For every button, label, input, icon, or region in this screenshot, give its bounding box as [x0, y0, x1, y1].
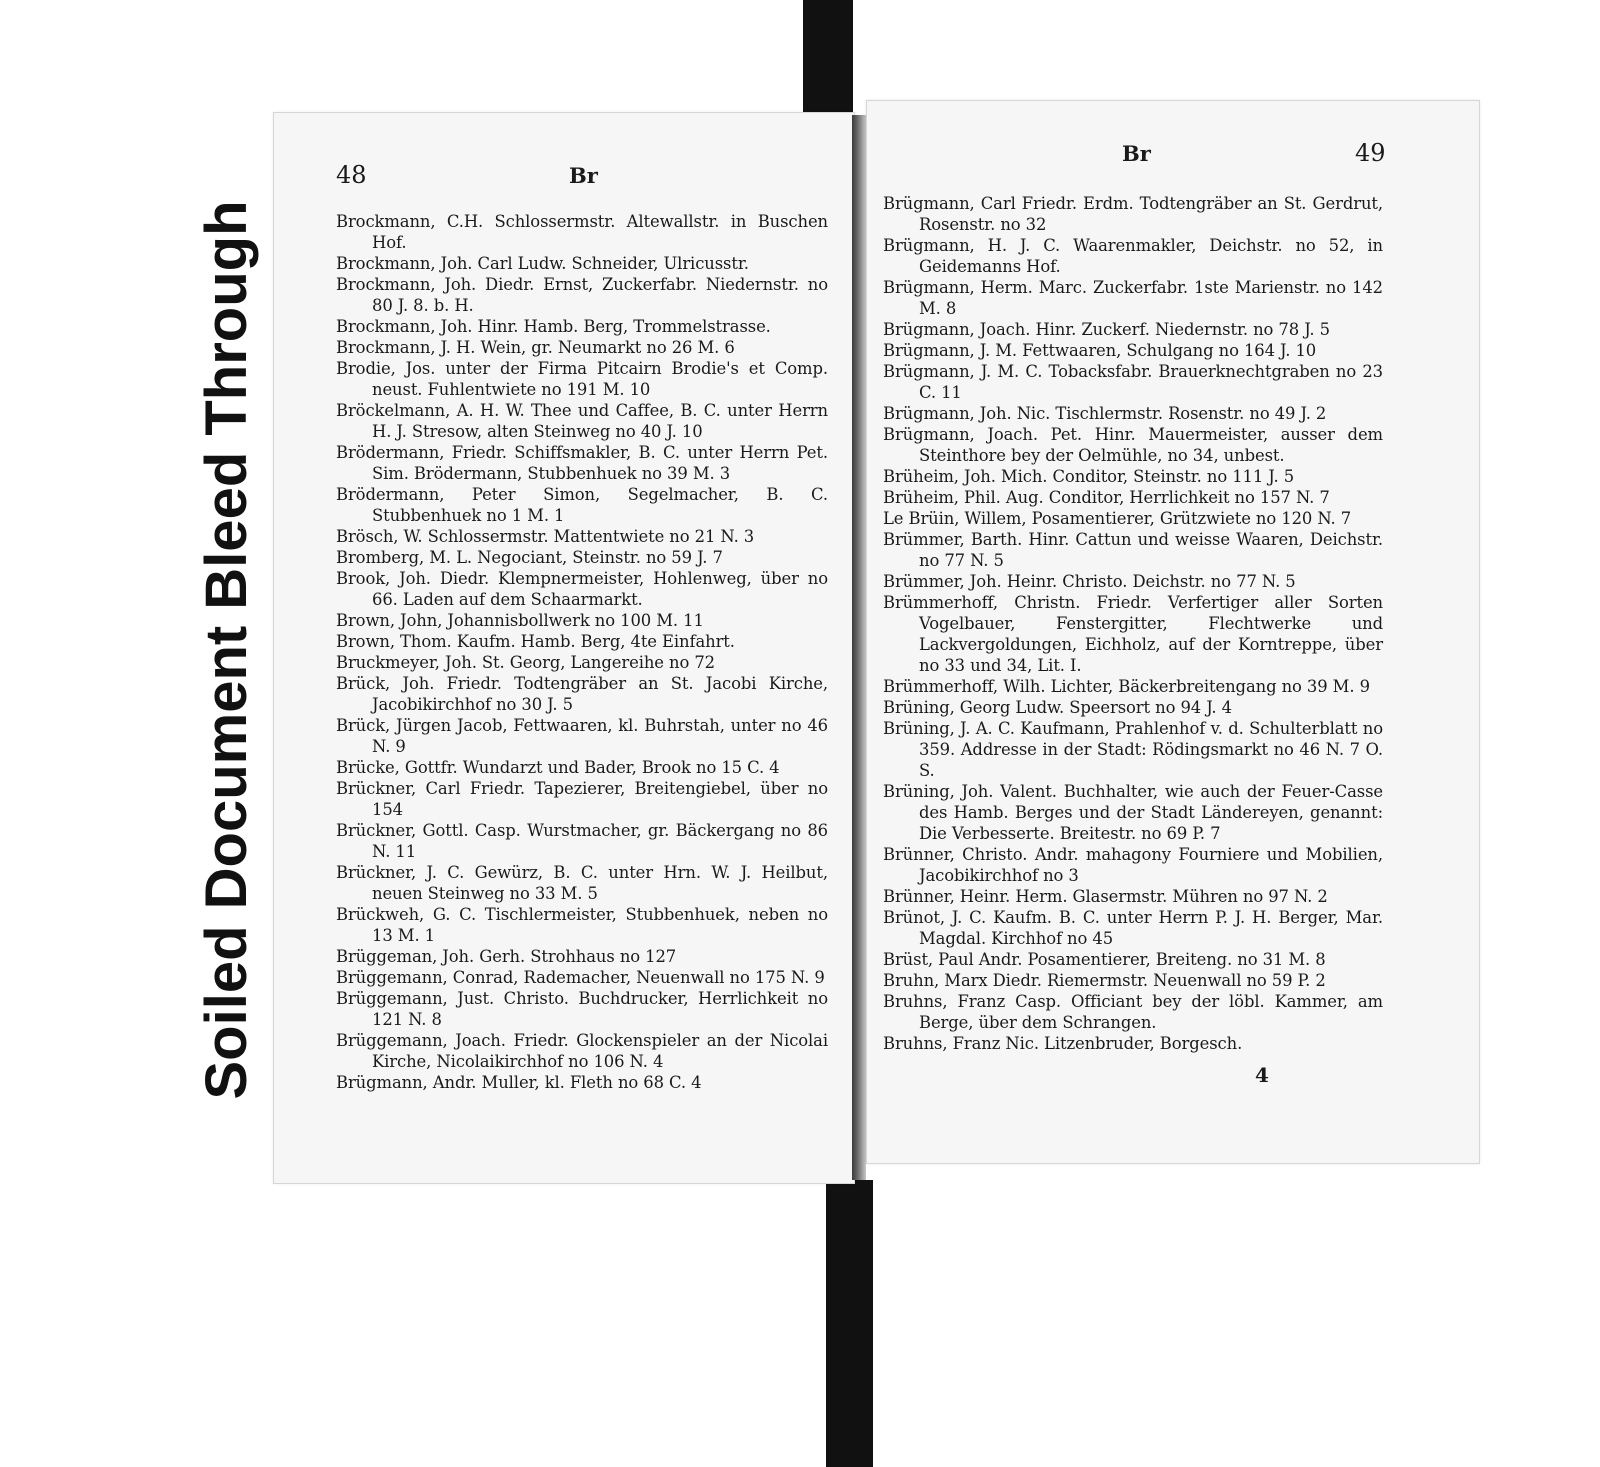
right-page-header — [867, 101, 1479, 167]
directory-entry: Brünner, Heinr. Herm. Glasermstr. Mühren no 97 N. 2 — [883, 887, 1328, 906]
directory-entry: Brüning, Joh. Valent. Buchhalter, wie auch der Feuer-Casse des Hamb. Berges und der Stadt Ländereyen, genannt: Die Verbesserte. Breitestr. no 69 P. 7 — [883, 782, 1383, 843]
directory-entry: Brockmann, J. H. Wein, gr. Neumarkt no 26 M. 6 — [336, 338, 735, 357]
directory-entry: Brockmann, Joh. Carl Ludw. Schneider, Ulricusstr. — [336, 254, 749, 273]
directory-entry: Brünner, Christo. Andr. mahagony Fourniere und Mobilien, Jacobikirchhof no 3 — [883, 845, 1383, 885]
directory-entry: Brüst, Paul Andr. Posamentierer, Breiteng. no 31 M. 8 — [883, 950, 1326, 969]
directory-entry: Brümmer, Barth. Hinr. Cattun und weisse Waaren, Deichstr. no 77 N. 5 — [883, 530, 1383, 570]
directory-entry: Brückner, Carl Friedr. Tapezierer, Breitengiebel, über no 154 — [336, 779, 828, 819]
directory-entry: Bruhns, Franz Casp. Officiant bey der löbl. Kammer, am Berge, über dem Schrangen. — [883, 992, 1383, 1032]
directory-entry: Brown, John, Johannisbollwerk no 100 M. 11 — [336, 611, 704, 630]
directory-entry: Bruhns, Franz Nic. Litzenbruder, Borgesch. — [883, 1034, 1243, 1053]
left-page — [273, 112, 855, 1184]
directory-entry: Brümmerhoff, Wilh. Lichter, Bäckerbreitengang no 39 M. 9 — [883, 677, 1370, 696]
directory-entry: Bruckmeyer, Joh. St. Georg, Langereihe no 72 — [336, 653, 716, 672]
directory-entry: Brügmann, Joach. Hinr. Zuckerf. Niedernstr. no 78 J. 5 — [883, 320, 1330, 339]
directory-entry: Brücke, Gottfr. Wundarzt und Bader, Brook no 15 C. 4 — [336, 758, 780, 777]
directory-entry: Brügmann, J. M. C. Tobacksfabr. Brauerknechtgraben no 23 C. 11 — [883, 362, 1383, 402]
directory-entry: Brösch, W. Schlossermstr. Mattentwiete no 21 N. 3 — [336, 527, 755, 546]
directory-entry: Brügmann, Carl Friedr. Erdm. Todtengräber an St. Gerdrut, Rosenstr. no 32 — [883, 194, 1383, 234]
directory-entry: Brünot, J. C. Kaufm. B. C. unter Herrn P. J. H. Berger, Mar. Magdal. Kirchhof no 45 — [883, 908, 1383, 948]
directory-entry: Bromberg, M. L. Negociant, Steinstr. no 59 J. 7 — [336, 548, 723, 567]
directory-entry: Brümmerhoff, Christn. Friedr. Verfertiger aller Sorten Vogelbauer, Fenstergitter, Flechtwerke und Lackvergoldungen, Eichholz, auf der Korntreppe, über no 33 und 34, Lit. I. — [883, 593, 1383, 675]
right-page-number: 49 — [1355, 139, 1386, 167]
directory-entry: Brückner, J. C. Gewürz, B. C. unter Hrn. W. J. Heilbut, neuen Steinweg no 33 M. 5 — [336, 863, 828, 903]
directory-entry: Brügmann, Joach. Pet. Hinr. Mauermeister, ausser dem Steinthore bey der Oelmühle, no 34, unbest. — [883, 425, 1383, 465]
directory-entry: Brook, Joh. Diedr. Klempnermeister, Hohlenweg, über no 66. Laden auf dem Schaarmarkt. — [336, 569, 828, 609]
directory-entry: Brüheim, Phil. Aug. Conditor, Herrlichkeit no 157 N. 7 — [883, 488, 1330, 507]
directory-entry: Brüggemann, Conrad, Rademacher, Neuenwall no 175 N. 9 — [336, 968, 825, 987]
right-page — [866, 100, 1480, 1164]
directory-entry: Brügmann, H. J. C. Waarenmakler, Deichstr. no 52, in Geidemanns Hof. — [883, 236, 1383, 276]
directory-entry: Brügmann, J. M. Fettwaaren, Schulgang no 164 J. 10 — [883, 341, 1317, 360]
directory-entry: Brüning, Georg Ludw. Speersort no 94 J. 4 — [883, 698, 1232, 717]
directory-entry: Brown, Thom. Kaufm. Hamb. Berg, 4te Einfahrt. — [336, 632, 735, 651]
directory-entry: Brockmann, Joh. Hinr. Hamb. Berg, Trommelstrasse. — [336, 317, 771, 336]
directory-entry: Brügmann, Herm. Marc. Zuckerfabr. 1ste Marienstr. no 142 M. 8 — [883, 278, 1383, 318]
directory-entry: Brückweh, G. C. Tischlermeister, Stubbenhuek, neben no 13 M. 1 — [336, 905, 828, 945]
directory-entry: Brödermann, Peter Simon, Segelmacher, B. C. Stubbenhuek no 1 M. 1 — [336, 485, 828, 525]
directory-entry: Brockmann, C.H. Schlossermstr. Altewallstr. in Buschen Hof. — [336, 212, 828, 252]
directory-entry: Brüning, J. A. C. Kaufmann, Prahlenhof v. d. Schulterblatt no 359. Addresse in der Stadt: Rödingsmarkt no 46 N. 7 O. S. — [883, 719, 1383, 780]
left-page-header — [274, 113, 854, 189]
left-entry-list — [336, 211, 828, 1093]
directory-entry: Brodie, Jos. unter der Firma Pitcairn Brodie's et Comp. neust. Fuhlentwiete no 191 M. 10 — [336, 359, 828, 399]
directory-entry: Brück, Jürgen Jacob, Fettwaaren, kl. Buhrstah, unter no 46 N. 9 — [336, 716, 828, 756]
directory-entry: Bröckelmann, A. H. W. Thee und Caffee, B. C. unter Herrn H. J. Stresow, alten Steinweg no 40 J. 10 — [336, 401, 828, 441]
directory-entry: Brockmann, Joh. Diedr. Ernst, Zuckerfabr. Niedernstr. no 80 J. 8. b. H. — [336, 275, 828, 315]
directory-entry: Brügmann, Joh. Nic. Tischlermstr. Rosenstr. no 49 J. 2 — [883, 404, 1327, 423]
left-running-head: Br — [569, 163, 598, 188]
watermark-label: Soiled Document Bleed Through — [194, 200, 259, 1100]
binder-clip-bottom — [826, 1180, 873, 1467]
right-running-head: Br — [1122, 141, 1151, 166]
directory-entry: Brückner, Gottl. Casp. Wurstmacher, gr. Bäckergang no 86 N. 11 — [336, 821, 828, 861]
directory-entry: Bruhn, Marx Diedr. Riemermstr. Neuenwall no 59 P. 2 — [883, 971, 1326, 990]
signature-mark: 4 — [1255, 1063, 1269, 1087]
directory-entry: Brügmann, Andr. Muller, kl. Fleth no 68 C. 4 — [336, 1073, 702, 1092]
directory-entry: Brück, Joh. Friedr. Todtengräber an St. Jacobi Kirche, Jacobikirchhof no 30 J. 5 — [336, 674, 828, 714]
right-entry-list — [883, 193, 1383, 1054]
directory-entry: Le Brüin, Willem, Posamentierer, Grützwiete no 120 N. 7 — [883, 509, 1352, 528]
directory-entry: Brüggemann, Just. Christo. Buchdrucker, Herrlichkeit no 121 N. 8 — [336, 989, 828, 1029]
book-gutter — [852, 115, 866, 1180]
directory-entry: Brümmer, Joh. Heinr. Christo. Deichstr. no 77 N. 5 — [883, 572, 1296, 591]
directory-entry: Brüggeman, Joh. Gerh. Strohhaus no 127 — [336, 947, 677, 966]
directory-entry: Brüheim, Joh. Mich. Conditor, Steinstr. no 111 J. 5 — [883, 467, 1295, 486]
binder-clip-top — [803, 0, 853, 122]
directory-entry: Brödermann, Friedr. Schiffsmakler, B. C. unter Herrn Pet. Sim. Brödermann, Stubbenhuek no 39 M. 3 — [336, 443, 828, 483]
left-page-number: 48 — [336, 161, 367, 189]
directory-entry: Brüggemann, Joach. Friedr. Glockenspieler an der Nicolai Kirche, Nicolaikirchhof no 106 N. 4 — [336, 1031, 828, 1071]
